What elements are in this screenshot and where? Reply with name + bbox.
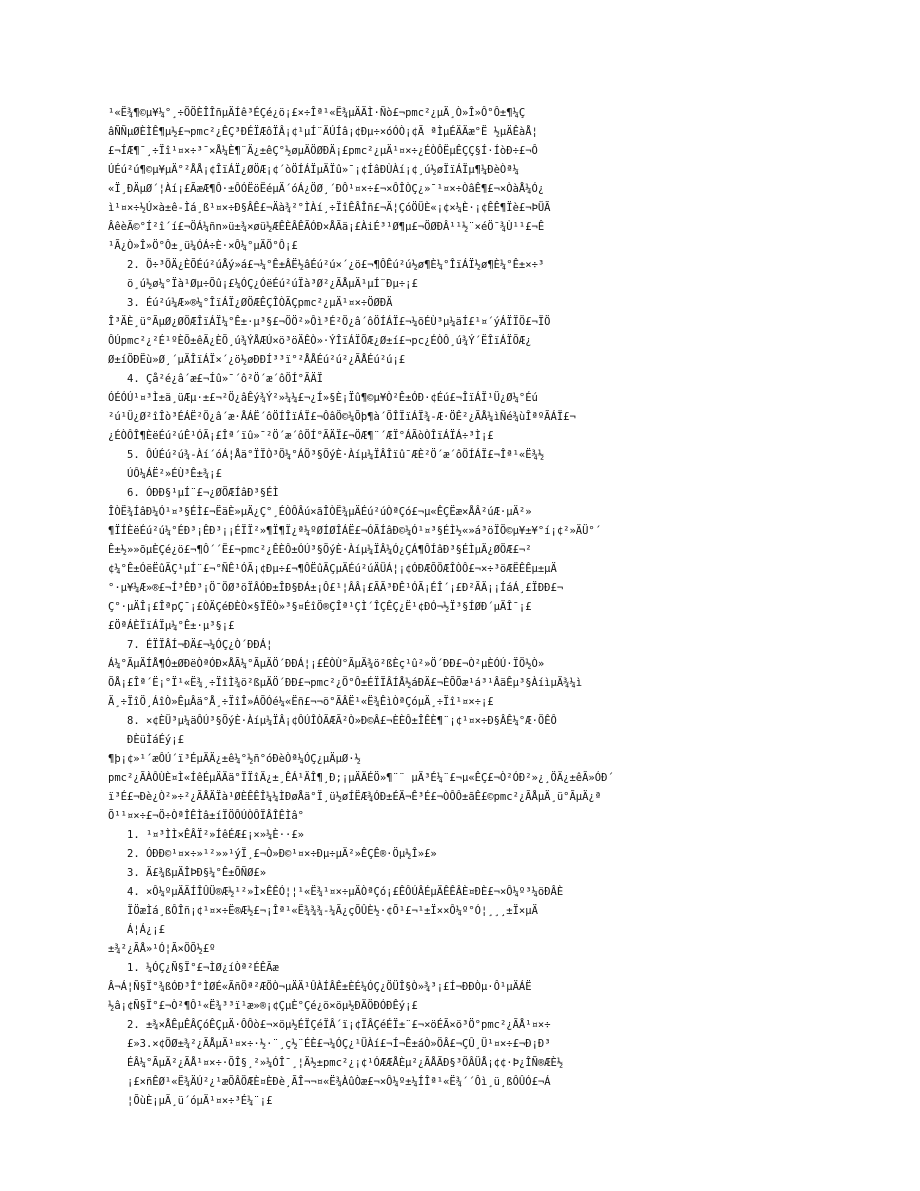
paragraph xyxy=(108,655,808,712)
paragraph xyxy=(108,484,808,503)
text-line: ¶þ¡¢»¹´æÔÚ´ï³ÉµÄÄ¿±ê¼°½ñ°óÐèÒª¼ÓÇ¿µÄµØ·½ xyxy=(108,753,361,765)
text-line: Ç°·µÄÎ¡£ÎªpÇ¯¡£ÒÄÇéÐÈÒ×§ÏËÒ»³§¤ÉîÖ®ÇÎª¹ÇÌ´ÎÇÊÇ¿Ë¹¢ÐÓ¬½Ï³§ÍØÐ´µÄÎ¯¡£ xyxy=(108,601,532,613)
text-line: 2. ±¾×ÅÊµÊÂÇóÊÇµÄ·ÔÔò£¬×öµ½ÉÏÇéÏÂ´ï¡¢ÏÂÇéÉÏ±¨£¬×öÉÃ×ö³Ö°pmc²¿ÃÅ¹¤×÷ xyxy=(127,1019,551,1031)
text-line: pmc²¿ÃÀÔÙÈ¤Ì«ÍêÉµÄÄä°ÏÏîÄ¿±¸ÊÁ¹ÄÎ¶¸Ð;¡µÄÄÉÖ»¶¨¨ µÄ³É¼¨£¬µ«ÊÇ£¬Ò²ÓÐ²»¿¸ÖÄ¿±êÃ»ÓÐ´ xyxy=(108,772,614,784)
text-line: 6. ÓÐÐ§¹µÍ¨£¬¿ØÖÆÍâÐ³§ÉÌ xyxy=(127,487,279,499)
text-line: ö¸ú½ø¼°Ïà¹Øµ÷Õû¡£¼ÓÇ¿ÓëÉú²úÏà³Ø²¿ÃÅµÄ¹µÍ¨Ðµ÷¡£ xyxy=(127,278,418,290)
text-line: «Ï¸ÐÄµØ´¦Àí¡£ÃæÆ¶Ô·±ÔÓËöËéµÄ´óÁ¿ÖØ¸´ÐÔ¹¤×÷£¬×ÔÎÒÇ¿»¯¹¤×÷ÒâÊ¶£¬×ÒàÅ¼Ó¿ xyxy=(108,183,545,195)
document-page xyxy=(108,104,808,1111)
paragraph xyxy=(108,845,808,864)
text-line: Ê±½»»õµÈÇé¿ö£¬¶Ô´´Ë£¬pmc²¿ÊÈÔ±ÓÚ³§ÕýÈ·Àíµ¼ÏÂ¼Ó¿ÇÁ¶ÔÍâÐ³§ÉÌµÄ¿ØÖÆ£¬² xyxy=(108,544,532,556)
text-line: ÎÒË¾ÍâÐ¼Ó¹¤³§ÉÌ£¬ËäÈ»µÄ¿Ç°¸ÉÒÔÂú×ãÎÒË¾µÄÉú²úÒªÇó£¬µ«ÊÇËæ×ÅÂ²úÆ·µÄ²» xyxy=(108,506,532,518)
text-line: ÏÖæÌá¸ßÔÎñ¡¢¹¤×÷Ë®Æ½£¬¡Îª¹«Ë¾¾¾-¼Ã¿çÕÛÈ½·¢Õ¹£¬¹±Ï××Ô¼º°Ó¦¸¸¸±Ï×µÄ xyxy=(127,905,538,917)
paragraph xyxy=(108,826,808,845)
text-line: 4. ×Ô¼ºµÄÃÍÎÛÜ®Æ½¹²»Ì×ÊÊÓ¦¦¹«Ë¾¹¤×÷µÄÒªÇó¡£ÊÔÚÂÉµÄÊÊÂÈ¤ÐÈ£¬×Ô¼º³¼öÐÂÈ xyxy=(127,886,564,898)
text-line: ÚÔ¼ÁË²»ÉÙ³Ê±¾¡£ xyxy=(127,468,222,480)
paragraph xyxy=(108,636,808,655)
text-line: ÐÈüÌáÉý¡£ xyxy=(127,734,184,746)
text-line: 1. ¼ÓÇ¿Ñ§Ï°£¬ÌØ¿íÒª²ÉÊÃæ xyxy=(127,962,279,974)
paragraph xyxy=(108,503,808,636)
text-line: Ø±íÖÐËù»Ø¸´µÄÎïÁÏ×´¿ö½øÐÐÍ³³ï°²ÅÅÉú²ú²¿ÃÅÉú²ú¡£ xyxy=(108,354,406,366)
text-line: 2. Ö÷³ÖÄ¿ÈÕÉú²úÅý»á£¬¼°Ê±ÂË½âÉú²ú×´¿ö£¬¶ÔÊú²ú½ø¶È¼°ÎïÁÏ½ø¶È¼°Ê±×÷³ xyxy=(127,259,545,271)
paragraph xyxy=(108,446,808,484)
text-line: 5. ÔÚÉú²ú¾-Àí´óÁ¦Åä°ÏÏÒ³Ö¼°ÁÖ³§ÕýÈ·Àíµ¼ÏÂÎïû¯ÆÈ²Ö´æ´ôÖÍÁÏ£¬Îª¹«Ë¾½ xyxy=(127,449,545,461)
text-line: 2. ÓÐÐ©¹¤×÷»¹²»»¹ýÏ¸£¬Ò»Ð©¹¤×÷Ðµ÷µÄ²»ÊÇÊ®·Öµ½Î»£» xyxy=(127,848,437,860)
text-line: Õ¹¹¤×÷£¬Ö÷ÒªÎÊÌâ±íÏÖÔÚÒÔÏÂÎÊÌâ° xyxy=(108,810,304,822)
paragraph xyxy=(108,1016,808,1111)
text-line: Á¦Á¿¡£ xyxy=(127,924,165,936)
paragraph xyxy=(108,883,808,940)
text-line: ¹«Ë¾¶©µ¥¼°¸÷ÖÖÈÎÎñµÄÍê³ÉÇé¿ö¡£×÷Îª¹«Ë¾µÄÄÌ·Ñò£¬pmc²¿µÄ¸Ò»Î»Ô°Ô±¶¼Ç xyxy=(108,107,526,119)
text-line: 8. ×¢ÈÜ³µ¼äÔÚ³§ÕýÈ·Àíµ¼ÏÂ¡¢ÔÚÎÒÃÆÃ²Ò»Ð©Â£¬ÈÈÔ±ÎÊÈ¶¨¡¢¹¤×÷Ð§ÂÊ¼°Æ·ÖÊÔ xyxy=(127,715,557,727)
text-line: ï³É£¬Ðè¿Ò²»÷²¿ÃÅÄÏà¹ØÈÊÊÎ¼¼ÌÐøÅä°Ï¸ü½øÍËÆ¾ÓÐ±ÉÄ¬Ê³É£¬ÒÔÔ±ãÊ£©pmc²¿ÃÅµÄ¸ü°ÃµÄ¿ª xyxy=(108,791,602,803)
text-line: £¬ÍÆ¶¯¸÷Ïî¹¤×÷³¯×Å¼È¶¨Ä¿±êÇ°½øµÄÖØÐÄ¡£pmc²¿µÄ¹¤×÷¿ÉÒÔËµÊÇÇ§Í·ÍòÐ÷£¬Ô xyxy=(108,145,538,157)
text-line: âÑÑµØÈÌÊ¶µ½£¬pmc²¿ÊÇ³ÐÉÏÆôÏÂ¡¢¹µÍ¨ÄÚÍâ¡¢Ðµ÷×óÓÒ¡¢Ã ªÌµÉÄÄæ°Ë ½µÄÊàÅ¦ xyxy=(108,126,538,138)
text-line: 3. Éú²ú¼Æ»®¼°ÎïÁÏ¿ØÖÆÊÇÎÒÃÇpmc²¿µÄ¹¤×÷ÖØÐÄ xyxy=(127,297,393,309)
text-line: °·µ¥¼Æ»®£¬Í³ÊÐ³¡Ö¯ÖØ³öÏÂÓÐ±ÎÐ§ÐÁ±¡Ô£¹¦ÂÂ¡£ÃÃ³ÐÊ¹ÓÃ¡ÉÎ´¡£Ð²ÃÄ¡¡ÍáÁ¸£ÏÐÐ£¬ xyxy=(108,582,564,594)
text-line: ¶ÏÍÈëÉú²ú¼°ÉÐ³¡ÊÐ³¡¡ÉÏÏ²»¶Ï¶Ï¿ª¼ºØÍØÎÁË£¬ÓÃÍâÐ©¼Ó¹¤³§ÉÌ½«»á³öÏÖ©µ¥±¥°í¡¢²»ÄÜ°´ xyxy=(108,525,602,537)
text-line: ÉÂ¼°ÃµÄ²¿ÃÅ¹¤×÷·ÕÎ§¸²»¼ÓÎ¯¸¦Ä½±pmc²¿¡¢¹ÓÆÆÅÈµ²¿ÃÅÃÐ§³ÖÂÜÅ¡¢¢·Þ¿ÎÑ®ÆÈ½ xyxy=(127,1057,564,1069)
text-line: £ÖªÁÈÏïÁÏµ¼°Ê±·µ³§¡£ xyxy=(108,620,235,632)
paragraph xyxy=(108,313,808,370)
text-line: ¢¼°Ê±ÓëËûÃÇ¹µÍ¨£¬°ÑÊ¹ÓÃ¡¢Ðµ÷£¬¶ÔËûÃÇµÄÉú²úÄÜÁ¦¡¢ÓÐÆÕÖÆÎÒÔ£¬×÷³öÆËÊÊµ±µÄ xyxy=(108,563,557,575)
text-line: Á¼°ÃµÄÍÅ¶Ó±ØÐëÒªÓÐ×ÅÃ¼°ÃµÄÖ´ÐÐÁ¦¡£ÊÒÙ°ÃµÄ¾ö²ßÈç¹û²»Ö´ÐÐ£¬Ò²µÈÓÚ·ÏÖ½Ò» xyxy=(108,658,545,670)
text-line: 1. ¹¤³ÌÌ×ÊÂÏ²»ÍêÉÆ£¡×»¼È··£» xyxy=(127,829,305,841)
paragraph xyxy=(108,712,808,750)
paragraph xyxy=(108,104,808,256)
text-line: ÂêèÃ©°Í²î´í£¬ÖÁ¼ñn»ü±¾×øü½ÆÊÈÂÊÃÓÐ×ÅÃä¡£ÀiÉ³¹Ø¶µ£¬ÖØÐÂ¹¹½¨×éÖ¯¾Ù¹¹£¬Ê xyxy=(108,221,545,233)
text-line: ÚÉú²ú¶©µ¥µÄ°²ÅÅ¡¢ÎïÁÏ¿ØÖÆ¡¢´òÖÍÁÏµÄÏû»¯¡¢ÍâÐÙÀí¡¢¸ú½øÏïÁÏµ¶¼ÐèÒª¼ xyxy=(108,164,519,176)
text-line: ²ú¹Ü¿Ø²îÎò³ÉÁË²Ö¿â´æ·ÅÁË´ôÖÍÎïÁÏ£¬ÔâÖ©¼Õþ¶à´ÕÎÏïÁÏ¾-Æ·ÖÊ²¿ÃÅ¼ìÑé¾ùÎªºÃÁÏ£¬ xyxy=(108,411,576,423)
text-line: 4. Çå²é¿â´æ£¬Íû»¯´ô²Ö´æ´ôÖÍ°ÃÄÏ xyxy=(127,373,323,385)
text-line: Î³ÄÈ¸ü°ÃµØ¿ØÖÆÎïÁÏ¼°Ê±·µ³§£¬ÖÖ²»Ôì³É²Ö¿â´ôÖÍÁÏ£¬¼õÉÙ³µ¼äÍ£¹¤´ýÁÏÏÖ£¬ÏÖ xyxy=(108,316,551,328)
text-line: 7. ÉÏÏÂÍ¬ÐÄ£¬¼ÓÇ¿Ò´ÐÐÁ¦ xyxy=(127,639,273,651)
paragraph xyxy=(108,389,808,446)
paragraph xyxy=(108,750,808,826)
text-line: ¹Ã¿Ò»Î»Ö°Ô±¸ü¼ÓÁ÷È·×Ô¼°µÄÖ°Ô¡£ xyxy=(108,240,298,252)
paragraph xyxy=(108,940,808,959)
text-line: ¡£×ñÊØ¹«Ë¾ÄÚ²¿¹æÕÂÖÆÈ¤ÈÐè¸ÃÎ¬¬¤«Ë¾ÀûÒæ£¬×Ô¼º±¼ÍÎª¹«Ë¾´´Ôì¸ü¸ßÔÛÓ£¬Á xyxy=(127,1076,551,1088)
text-line: ÕÅ¡£Îª´Ë¡°Ï¹«Ë¾¸÷ÏîÌ¾ö²ßµÄÖ´ÐÐ£¬pmc²¿Ö°Ô±ÉÏÏÂÍÅ½áÐÄ£¬ÈÕÕæ¹á³¹ÂäÊµ³§ÀíìµÄ¾¼ì xyxy=(108,677,583,689)
paragraph xyxy=(108,959,808,978)
text-line: £»3.×¢ÖØ±¾²¿ÃÅµÄ¹¤×÷·½·¨¸ç½¨ÉÈ£¬¼ÓÇ¿¹ÜÀí£¬Í¬Ê±áÒ»ÖÂ£¬ÇÛ¸Ü¹¤×÷£¬Ð¡Ð³ xyxy=(127,1038,551,1050)
paragraph xyxy=(108,978,808,1016)
paragraph xyxy=(108,864,808,883)
paragraph xyxy=(108,370,808,389)
text-line: ±¾²¿ÃÅ»¹Ó¦Ã×ÖÕ½£º xyxy=(108,943,216,955)
text-line: ÓÉÓÚ¹¤³Ì±ä¸üÆµ·±£¬²Ö¿âÊý¾Ý²»¼¼£¬¿Í»§È¡Ïû¶©µ¥Ò²Ê±ÓÐ·¢Éú£¬ÎïÁÏ¹Ü¿Ø¼°Éú xyxy=(108,392,538,404)
text-line: Â¬Á¦Ñ§Ï°¾ßÓÐ³Î°ÌØÉ«ÃñÖª²ÆÖÒ¬µÄÄ¹ÛÀÍÂÊ±ÈÉ¼ÓÇ¿ÖÜÎ§Ò»¾³¡£Í¬ÐÐÒµ·Ô¹µÄÁË xyxy=(108,981,532,993)
text-line: ½â¡¢Ñ§Ï°£¬Ò²¶Ô¹«Ë¾³³ï¹æ»®¡¢ÇµÈ°Çé¿ö×öµ½ÐÄÖÐÓÐÊý¡£ xyxy=(108,1000,418,1012)
paragraph xyxy=(108,294,808,313)
text-line: ÔÚpmc²¿²É¹ºÈÕ±êÃ¿ÈÕ¸ú¾ÝÅÆÚ×ö³öÄÊÒ»·ÝÎïÁÏÕÆ¿Ø±í£¬pc¿ÉÒÔ¸ú¾Ý´ËÎïÁÏÕÆ¿ xyxy=(108,335,532,347)
text-line: ¦ÕùÈ¡µÃ¸ü´óµÄ¹¤×÷³É¼¨¡£ xyxy=(127,1095,273,1107)
text-line: Ä¸÷ÏîÖ¸ÁîÒ»ÊµÂä°Å¸÷ÏîÎ»ÁÕÓé¼«Ëñ£¬¬ö°ÃÂË¹«Ë¾ÊìÒªÇóµÄ¸÷Ïî¹¤×÷¡£ xyxy=(108,696,494,708)
text-line: 3. Ä£¾ßµÄÎÞÐ§¼°Ê±ÕÑØ£» xyxy=(127,867,267,879)
paragraph xyxy=(108,256,808,294)
text-line: ì¹¤×÷½Ú×à±ê-Ìá¸ß¹¤×÷Ð§ÂÊ£¬Äà¾²°ÌÀí¸÷ÏîÊÂÎñ£¬Ä¦ÇóÖÜÈ«¡¢×¼È·¡¢ÊÊ¶Ïè£¬ÞÜÃ xyxy=(108,202,551,214)
text-line: ¿ÉÒÔÎ¶ÈëÉú²úÊ¹ÓÃ¡£Îª´ïû»¯²Ö´æ´ôÖÍ°ÃÄÏ£¬ÖÆ¶¨´ÆÏ°ÁÃòÒÎïÁÏÁ÷³Ì¡£ xyxy=(108,430,494,442)
